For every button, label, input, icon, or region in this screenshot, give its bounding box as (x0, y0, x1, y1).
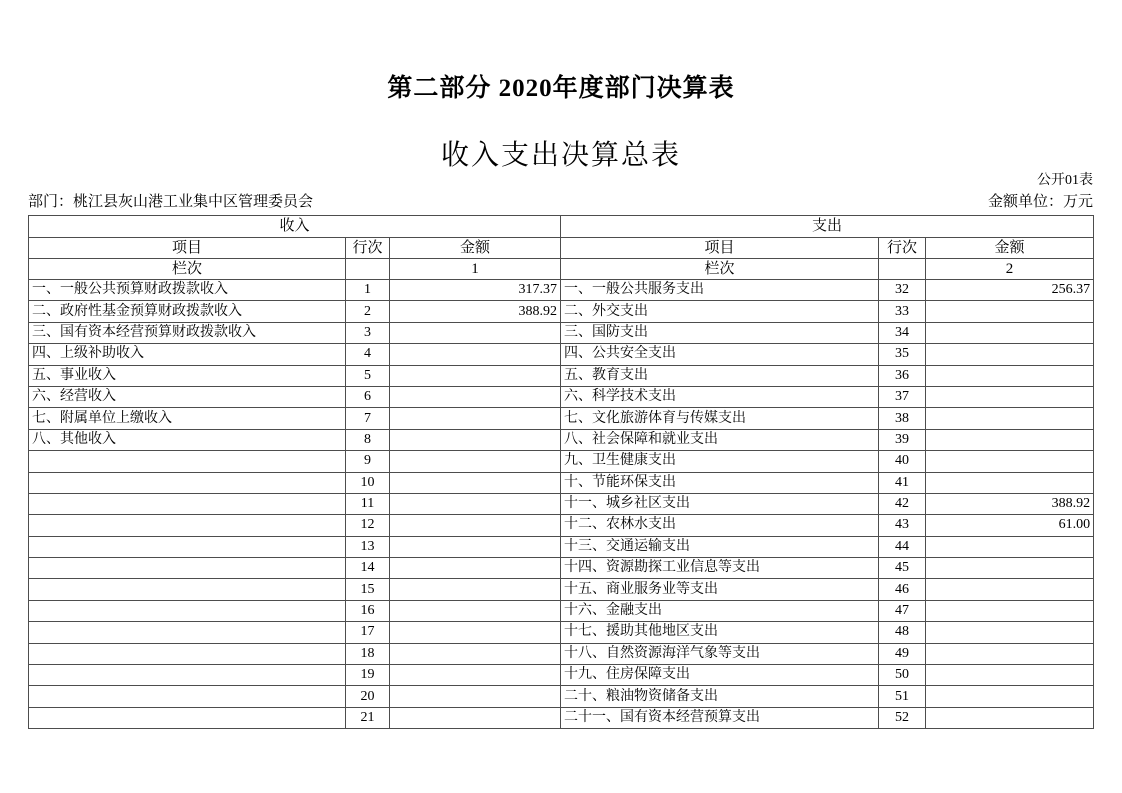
expenditure-line-cell: 50 (879, 665, 926, 686)
income-line-cell: 11 (346, 493, 390, 514)
income-item-cell (29, 515, 346, 536)
expenditure-amount-cell (926, 579, 1094, 600)
expenditure-item-cell: 九、卫生健康支出 (561, 451, 879, 472)
expenditure-item-cell: 八、社会保障和就业支出 (561, 429, 879, 450)
expenditure-item-cell: 十二、农林水支出 (561, 515, 879, 536)
expenditure-item-cell: 七、文化旅游体育与传媒支出 (561, 408, 879, 429)
expenditure-item-cell: 六、科学技术支出 (561, 386, 879, 407)
income-amount-cell: 317.37 (390, 280, 561, 301)
income-line-cell: 4 (346, 344, 390, 365)
table-row (29, 365, 1094, 386)
unit-label: 金额单位：万元 (987, 194, 1093, 210)
expenditure-line-cell: 44 (879, 536, 926, 557)
table-row (29, 472, 1094, 493)
income-line-cell: 12 (346, 515, 390, 536)
income-item-cell (29, 493, 346, 514)
expenditure-amount-cell (926, 643, 1094, 664)
income-item-cell (29, 622, 346, 643)
expenditure-amount-cell (926, 429, 1094, 450)
income-line-cell: 3 (346, 322, 390, 343)
income-lanci-label: 栏次 (29, 259, 346, 280)
income-item-cell: 六、经营收入 (29, 386, 346, 407)
part-title: 第二部分 2020年度部门决算表 (387, 75, 735, 102)
expenditure-section-header: 支出 (561, 216, 1094, 238)
table-row (29, 408, 1094, 429)
expenditure-line-header: 行次 (879, 238, 926, 259)
expenditure-line-cell: 33 (879, 301, 926, 322)
expenditure-item-cell: 十九、住房保障支出 (561, 665, 879, 686)
expenditure-amount-cell (926, 665, 1094, 686)
income-item-cell (29, 451, 346, 472)
income-line-cell: 2 (346, 301, 390, 322)
expenditure-amount-cell (926, 451, 1094, 472)
expenditure-item-cell: 十七、援助其他地区支出 (561, 622, 879, 643)
expenditure-line-cell: 37 (879, 386, 926, 407)
income-amount-cell (390, 600, 561, 621)
table-row (29, 280, 1094, 301)
income-item-cell (29, 472, 346, 493)
expenditure-amount-cell (926, 536, 1094, 557)
table-row (29, 707, 1094, 728)
income-line-cell: 19 (346, 665, 390, 686)
expenditure-item-cell: 二十、粮油物资储备支出 (561, 686, 879, 707)
expenditure-amount-cell (926, 472, 1094, 493)
expenditure-amount-cell (926, 707, 1094, 728)
income-amount-cell (390, 365, 561, 386)
expenditure-lanci-line (879, 259, 926, 280)
income-line-header: 行次 (346, 238, 390, 259)
expenditure-amount-cell (926, 600, 1094, 621)
income-item-cell: 八、其他收入 (29, 429, 346, 450)
sheet (28, 172, 1093, 729)
income-item-cell: 四、上级补助收入 (29, 344, 346, 365)
income-lanci-colno: 1 (390, 259, 561, 280)
expenditure-amount-cell (926, 686, 1094, 707)
expenditure-line-cell: 51 (879, 686, 926, 707)
department-label: 部门：桃江县灰山港工业集中区管理委员会 (28, 194, 314, 210)
income-line-cell: 7 (346, 408, 390, 429)
expenditure-line-cell: 32 (879, 280, 926, 301)
table-row (29, 536, 1094, 557)
income-amount-cell (390, 686, 561, 707)
income-item-cell: 一、一般公共预算财政拨款收入 (29, 280, 346, 301)
income-amount-cell (390, 536, 561, 557)
expenditure-amount-header: 金额 (926, 238, 1094, 259)
table-row (29, 322, 1094, 343)
income-amount-cell (390, 493, 561, 514)
income-item-cell (29, 686, 346, 707)
expenditure-line-cell: 48 (879, 622, 926, 643)
expenditure-line-cell: 34 (879, 322, 926, 343)
section-header-row (29, 216, 1094, 238)
expenditure-item-cell: 十一、城乡社区支出 (561, 493, 879, 514)
income-item-cell (29, 707, 346, 728)
income-item-cell (29, 665, 346, 686)
table-row (29, 451, 1094, 472)
table-title: 收入支出决算总表 (440, 140, 681, 171)
table-row (29, 493, 1094, 514)
table-row (29, 301, 1094, 322)
income-amount-cell (390, 665, 561, 686)
income-item-cell (29, 643, 346, 664)
expenditure-amount-cell: 388.92 (926, 493, 1094, 514)
expenditure-item-cell: 四、公共安全支出 (561, 344, 879, 365)
table-row (29, 579, 1094, 600)
income-line-cell: 14 (346, 558, 390, 579)
expenditure-item-cell: 二、外交支出 (561, 301, 879, 322)
income-item-cell: 三、国有资本经营预算财政拨款收入 (29, 322, 346, 343)
expenditure-line-cell: 42 (879, 493, 926, 514)
expenditure-amount-cell (926, 386, 1094, 407)
income-line-cell: 9 (346, 451, 390, 472)
income-item-header: 项目 (29, 238, 346, 259)
income-amount-cell (390, 579, 561, 600)
expenditure-item-cell: 三、国防支出 (561, 322, 879, 343)
table-row (29, 429, 1094, 450)
income-section-header: 收入 (29, 216, 561, 238)
table-row (29, 344, 1094, 365)
income-item-cell (29, 600, 346, 621)
expenditure-line-cell: 45 (879, 558, 926, 579)
income-item-cell (29, 536, 346, 557)
expenditure-line-cell: 39 (879, 429, 926, 450)
income-amount-cell (390, 472, 561, 493)
income-amount-cell (390, 408, 561, 429)
income-amount-cell (390, 622, 561, 643)
table-row (29, 686, 1094, 707)
income-amount-cell (390, 643, 561, 664)
expenditure-amount-cell (926, 344, 1094, 365)
table-row (29, 600, 1094, 621)
expenditure-amount-cell: 61.00 (926, 515, 1094, 536)
income-line-cell: 16 (346, 600, 390, 621)
table-row (29, 386, 1094, 407)
expenditure-line-cell: 41 (879, 472, 926, 493)
income-item-cell (29, 579, 346, 600)
table-body (29, 280, 1094, 729)
income-line-cell: 6 (346, 386, 390, 407)
expenditure-lanci-colno: 2 (926, 259, 1094, 280)
income-line-cell: 21 (346, 707, 390, 728)
income-line-cell: 15 (346, 579, 390, 600)
expenditure-item-cell: 十四、资源勘探工业信息等支出 (561, 558, 879, 579)
expenditure-line-cell: 36 (879, 365, 926, 386)
income-amount-cell (390, 322, 561, 343)
table-row (29, 515, 1094, 536)
income-line-cell: 20 (346, 686, 390, 707)
income-item-cell (29, 558, 346, 579)
expenditure-item-header: 项目 (561, 238, 879, 259)
income-amount-cell (390, 515, 561, 536)
income-line-cell: 10 (346, 472, 390, 493)
expenditure-line-cell: 52 (879, 707, 926, 728)
expenditure-amount-cell (926, 365, 1094, 386)
table-row (29, 665, 1094, 686)
expenditure-item-cell: 十、节能环保支出 (561, 472, 879, 493)
column-header-row (29, 238, 1094, 259)
expenditure-item-cell: 十八、自然资源海洋气象等支出 (561, 643, 879, 664)
income-line-cell: 8 (346, 429, 390, 450)
lanci-row (29, 259, 1094, 280)
expenditure-item-cell: 一、一般公共服务支出 (561, 280, 879, 301)
expenditure-item-cell: 二十一、国有资本经营预算支出 (561, 707, 879, 728)
income-line-cell: 13 (346, 536, 390, 557)
expenditure-line-cell: 49 (879, 643, 926, 664)
income-line-cell: 5 (346, 365, 390, 386)
expenditure-item-cell: 十三、交通运输支出 (561, 536, 879, 557)
expenditure-amount-cell (926, 622, 1094, 643)
income-item-cell: 五、事业收入 (29, 365, 346, 386)
table-row (29, 558, 1094, 579)
expenditure-line-cell: 38 (879, 408, 926, 429)
expenditure-amount-cell (926, 301, 1094, 322)
expenditure-amount-cell: 256.37 (926, 280, 1094, 301)
income-amount-cell (390, 707, 561, 728)
expenditure-lanci-label: 栏次 (561, 259, 879, 280)
budget-table (28, 215, 1094, 729)
income-amount-cell (390, 429, 561, 450)
expenditure-line-cell: 40 (879, 451, 926, 472)
expenditure-line-cell: 35 (879, 344, 926, 365)
income-amount-header: 金额 (390, 238, 561, 259)
expenditure-amount-cell (926, 558, 1094, 579)
income-line-cell: 18 (346, 643, 390, 664)
expenditure-amount-cell (926, 408, 1094, 429)
income-amount-cell (390, 344, 561, 365)
income-line-cell: 1 (346, 280, 390, 301)
table-code: 公开01表 (1037, 173, 1093, 188)
income-item-cell: 二、政府性基金预算财政拨款收入 (29, 301, 346, 322)
income-item-cell: 七、附属单位上缴收入 (29, 408, 346, 429)
expenditure-item-cell: 十六、金融支出 (561, 600, 879, 621)
table-row (29, 622, 1094, 643)
expenditure-amount-cell (926, 322, 1094, 343)
income-amount-cell: 388.92 (390, 301, 561, 322)
expenditure-item-cell: 五、教育支出 (561, 365, 879, 386)
income-amount-cell (390, 558, 561, 579)
income-lanci-line (346, 259, 390, 280)
expenditure-line-cell: 47 (879, 600, 926, 621)
expenditure-line-cell: 46 (879, 579, 926, 600)
table-row (29, 643, 1094, 664)
meta-line (28, 190, 1093, 214)
income-amount-cell (390, 386, 561, 407)
expenditure-item-cell: 十五、商业服务业等支出 (561, 579, 879, 600)
expenditure-line-cell: 43 (879, 515, 926, 536)
income-line-cell: 17 (346, 622, 390, 643)
income-amount-cell (390, 451, 561, 472)
